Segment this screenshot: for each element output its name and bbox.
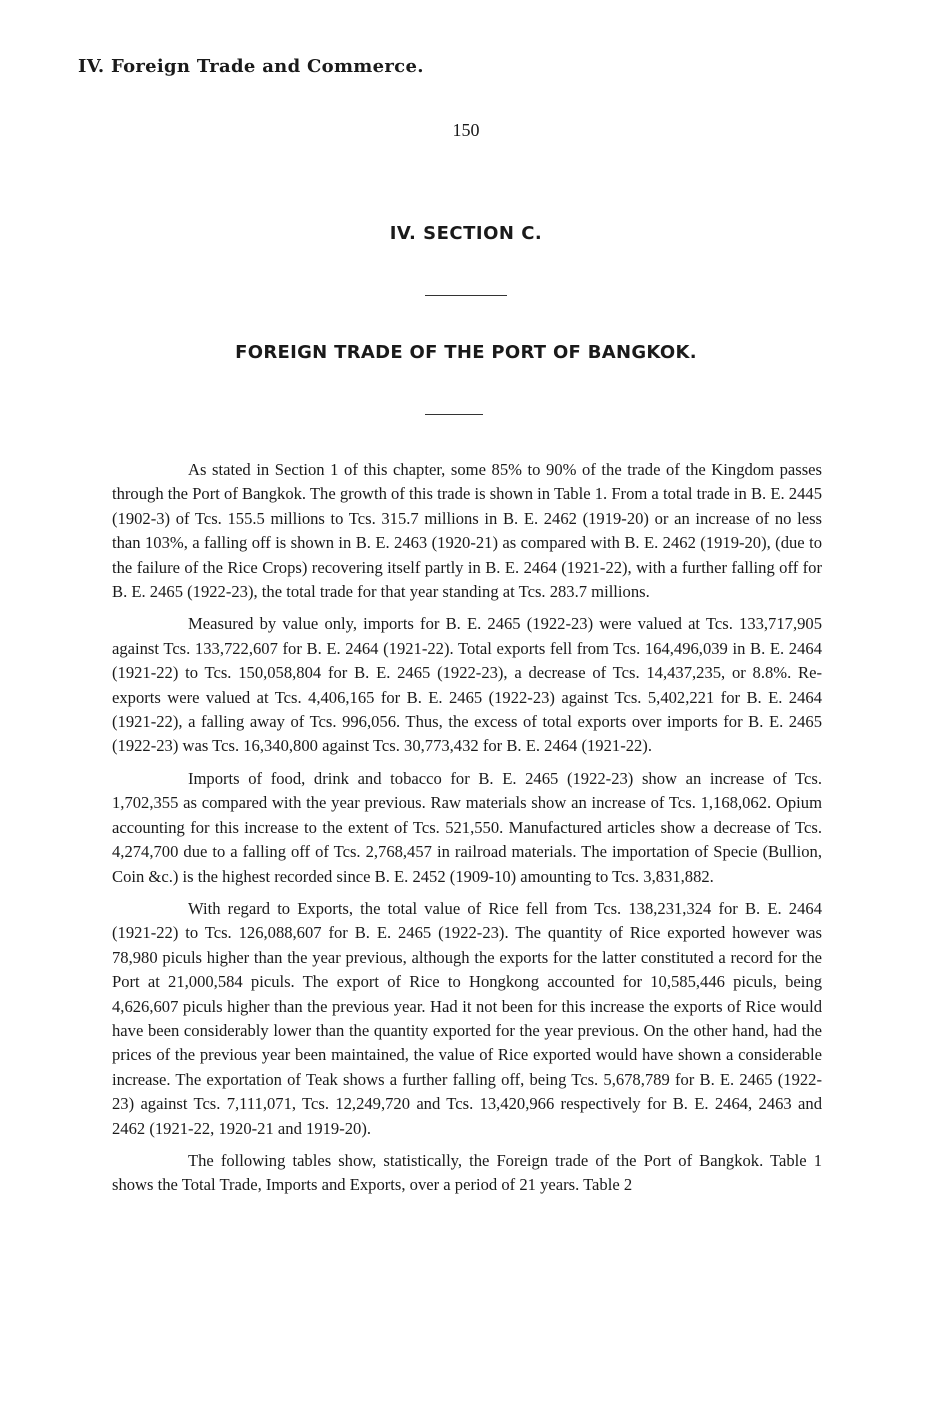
running-head: IV. Foreign Trade and Commerce. xyxy=(78,56,424,77)
section-title: IV. SECTION C. xyxy=(389,223,543,244)
paragraph: Imports of food, drink and tobacco for B. E. 2465 (1922-23) show an increase of Tcs. 1,702,355 as compared with the year previous. Raw materials show an increase of Tcs. 1,168,062. Opium accounting for this increase to the extent of Tcs. 521,550. Manufactured articles show a decrease of Tcs. 4,274,700 due to a falling off of Tcs. 2,768,457 in railroad materials. The importation of Specie (Bullion, Coin &c.) is the highest recorded since B. E. 2452 (1909-10) amounting to Tcs. 3,831,882. xyxy=(112,768,822,886)
chapter-title: FOREIGN TRADE OF THE PORT OF BANGKOK. xyxy=(235,342,697,363)
body-text xyxy=(112,458,822,1206)
page-number: 150 xyxy=(452,120,480,140)
paragraph: The following tables show, statistically, the Foreign trade of the Port of Bangkok. Table 1 shows the Total Trade, Imports and Exports, over a period of 21 years. Table 2 xyxy=(112,1150,822,1195)
paragraph: With regard to Exports, the total value of Rice fell from Tcs. 138,231,324 for B. E. 2464 (1921-22) to Tcs. 126,088,607 for B. E. 2465 (1922-23). The quantity of Rice exported however was 78,980 piculs higher than the year previous, although the exports for the latter constituted a record for the Port at 21,000,584 piculs. The export of Rice to Hongkong accounted for 10,585,446 piculs, being 4,626,607 piculs higher than the previous year. Had it not been for this increase the exports of Rice would have been considerably lower than the quantity exported for the year previous. On the other hand, had the prices of the previous year been maintained, the value of Rice exported would have shown a considerable increase. The exportation of Teak shows a further falling off, being Tcs. 5,678,789 for B. E. 2465 (1922-23) against Tcs. 7,111,071, Tcs. 12,249,720 and Tcs. 13,420,966 respectively for B. E. 2464, 2463 and 2462 (1921-22, 1920-21 and 1919-20). xyxy=(112,898,822,1138)
divider-rule xyxy=(425,295,507,296)
paragraph: Measured by value only, imports for B. E. 2465 (1922-23) were valued at Tcs. 133,717,905 against Tcs. 133,722,607 for B. E. 2464 (1921-22). Total exports fell from Tcs. 164,496,039 in B. E. 2464 (1921-22) to Tcs. 150,058,804 for B. E. 2465 (1922-23), a decrease of Tcs. 14,437,235, or 8.8%. Re-exports were valued at Tcs. 4,406,165 for B. E. 2465 (1922-23) against Tcs. 5,402,221 for B. E. 2464 (1921-22), a falling away of Tcs. 996,056. Thus, the excess of total exports over imports for B. E. 2465 (1922-23) was Tcs. 16,340,800 against Tcs. 30,773,432 for B. E. 2464 (1921-22). xyxy=(112,614,822,756)
paragraph: As stated in Section 1 of this chapter, some 85% to 90% of the trade of the Kingdom passes through the Port of Bangkok. The growth of this trade is shown in Table 1. From a total trade in B. E. 2445 (1902-3) of Tcs. 155.5 millions to Tcs. 315.7 millions in B. E. 2462 (1919-20) or an increase of no less than 103%, a falling off is shown in B. E. 2463 (1920-21) as compared with B. E. 2462 (1919-20), (due to the failure of the Rice Crops) recovering itself partly in B. E. 2464 (1921-22), with a further falling off for B. E. 2465 (1922-23), the total trade for that year standing at Tcs. 283.7 millions. xyxy=(112,460,822,602)
divider-rule xyxy=(425,414,483,415)
